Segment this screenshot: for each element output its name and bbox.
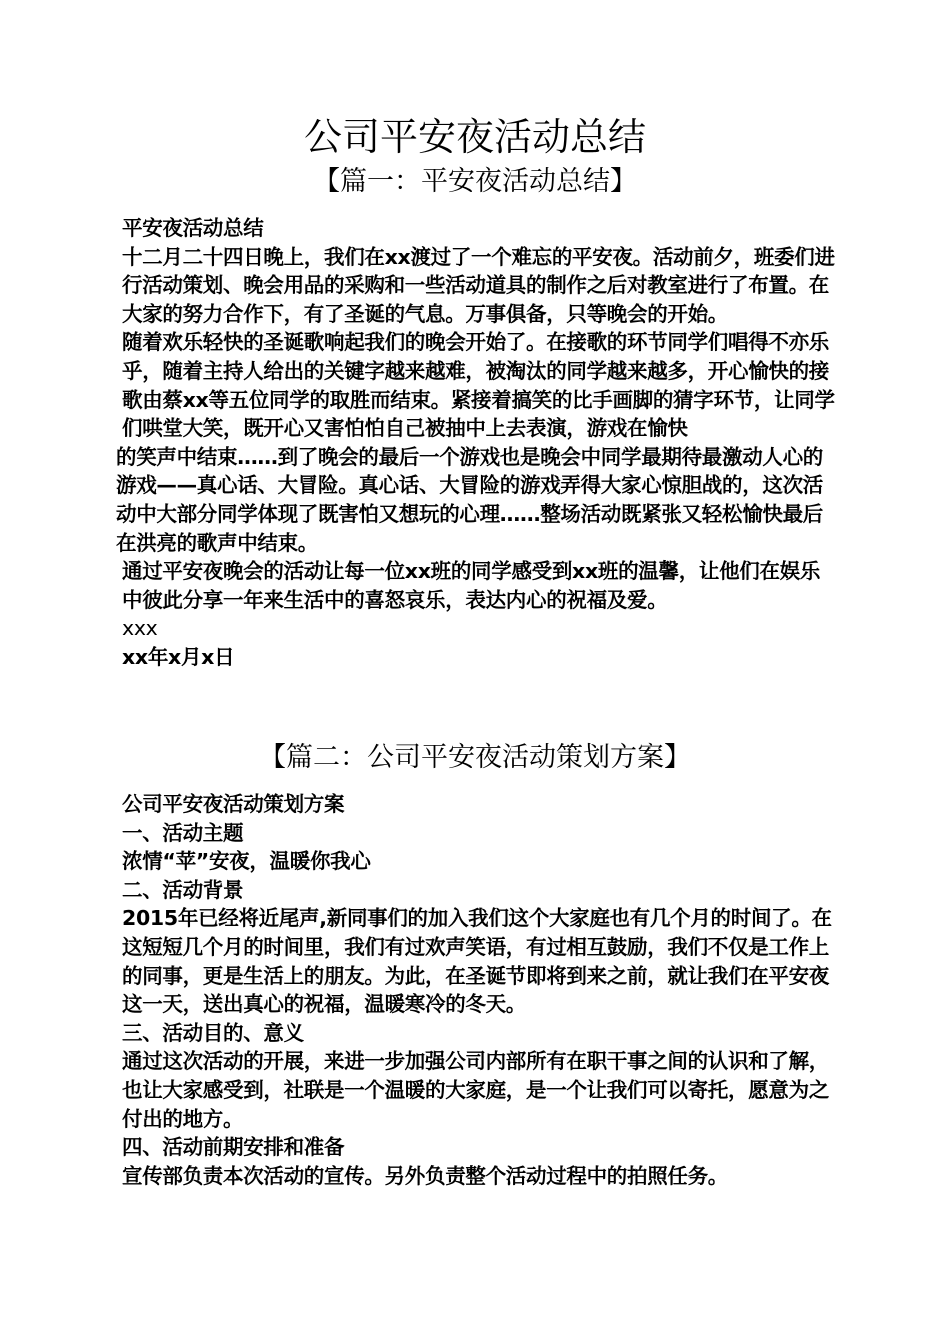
- part1-subtitle: 平安夜活动总结: [122, 216, 264, 240]
- part1-signature: xxx: [122, 616, 158, 641]
- part1-paragraph-1: 十二月二十四日晚上，我们在xx渡过了一个难忘的平安夜。活动前夕，班委们进行活动策划、晚会用品的采购和一些活动道具的制作之后对教室进行了布置。在大家的努力合作下，有了圣诞的气息。万事俱备，只等晚会的开始。: [122, 244, 835, 326]
- part1-heading: 【篇一：平安夜活动总结】: [313, 166, 637, 197]
- part2-section4-title: 四、活动前期安排和准备: [122, 1135, 345, 1160]
- part2-section3-title: 三、活动目的、意义: [122, 1020, 304, 1045]
- part2-section2-text: 2015年已经将近尾声,新同事们的加入我们这个大家庭也有几个月的时间了。在这短短几个月的时间里，我们有过欢声笑语，有过相互鼓励，我们不仅是工作上的同事，更是生活上的朋友。为此，在圣诞节即将到来之前，就让我们在平安夜这一天，送出真心的祝福，温暖寒冷的冬天。: [122, 906, 832, 1017]
- part1-date: xx年x月x日: [122, 644, 235, 669]
- part1-body: [116, 214, 838, 672]
- part2-heading: 【篇二：公司平安夜活动策划方案】: [259, 742, 691, 773]
- part2-section2-title: 二、活动背景: [122, 877, 244, 902]
- part2-section1-text: 浓情“苹”安夜，温暖你我心: [122, 849, 371, 874]
- part2-section4-text: 宣传部负责本次活动的宣传。另外负责整个活动过程中的拍照任务。: [122, 1163, 728, 1188]
- part2-body: [116, 790, 838, 1190]
- document-title: 公司平安夜活动总结: [303, 115, 646, 159]
- part2-section3-text: 通过这次活动的开展，来进一步加强公司内部所有在职干事之间的认识和了解，也让大家感受到，社联是一个温暖的大家庭，是一个让我们可以寄托，愿意为之付出的地方。: [122, 1049, 829, 1131]
- part2-subtitle: 公司平安夜活动策划方案: [122, 792, 345, 816]
- part1-paragraph-4: 通过平安夜晚会的活动让每一位xx班的同学感受到xx班的温馨，让他们在娱乐中彼此分享一年来生活中的喜怒哀乐，表达内心的祝福及爱。: [122, 559, 821, 612]
- part2-section1-title: 一、活动主题: [122, 820, 244, 845]
- part1-paragraph-3: 的笑声中结束……到了晚会的最后一个游戏也是晚会中同学最期待最激动人心的游戏——真心话、大冒险。真心话、大冒险的游戏弄得大家心惊胆战的，这次活动中大部分同学体现了既害怕又想玩的心理……整场活动既紧张又轻松愉快最后在洪亮的歌声中结束。: [116, 444, 823, 555]
- part1-paragraph-2: 随着欢乐轻快的圣诞歌响起我们的晚会开始了。在接歌的环节同学们唱得不亦乐乎，随着主持人给出的关键字越来越难，被淘汰的同学越来越多，开心愉快的接歌由蔡xx等五位同学的取胜而结束。紧接着搞笑的比手画脚的猜字环节，让同学们哄堂大笑，既开心又害怕怕自己被抽中上去表演，游戏在愉快: [122, 330, 835, 441]
